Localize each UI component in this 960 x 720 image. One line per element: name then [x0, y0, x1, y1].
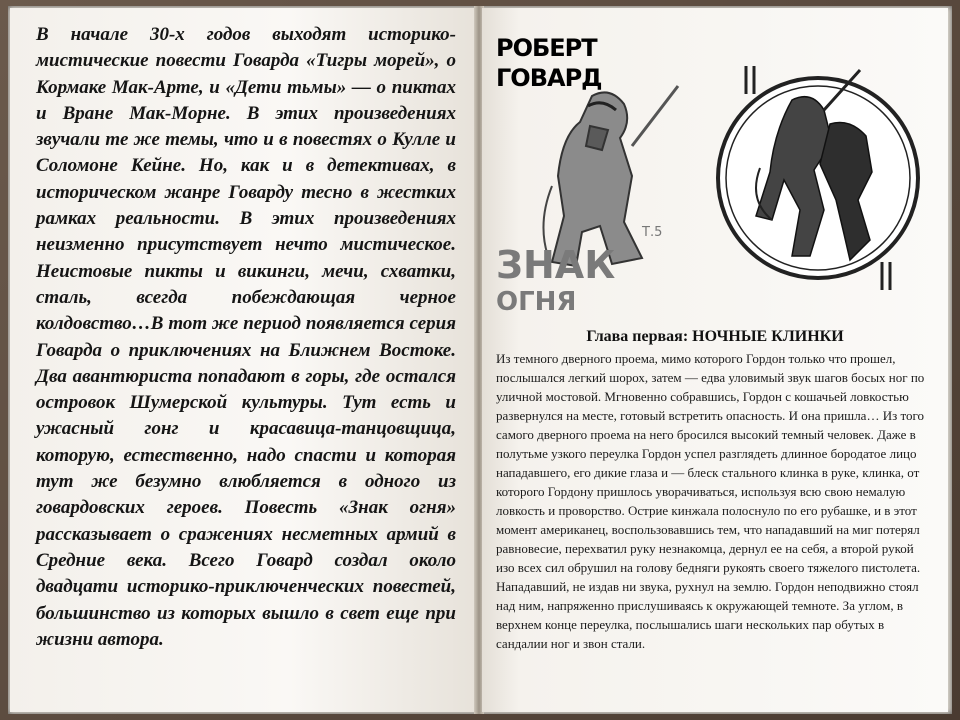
- book-cover-illustration: [492, 26, 692, 316]
- left-page: [10, 8, 476, 712]
- author-last-name: ГОВАРД: [496, 64, 602, 92]
- book-title-line1: ЗНАК: [496, 243, 616, 287]
- open-book: [8, 6, 952, 714]
- author-first-name: РОБЕРТ: [496, 34, 597, 62]
- chapter-name: НОЧНЫЕ КЛИНКИ: [692, 328, 844, 345]
- right-page-text: Из темного дверного проема, мимо которого Гордон только что прошел, послышался легкий шорох, затем — едва уловимый звук шагов босых ног по уличной мостовой. Мгновенно собравшись, Гордон с кошачьей ловкостью развернулся на месте, готовый встретить опасность. И она пришла… Из того самого дверного проема на него бросился высокий темный человек. Даже в полутьме узкого переулка Гордон успел разглядеть длинное бородатое лицо нападавшего, его дикие глаза и — блеск стального клинка в руке, клинка, от которого Гордону пришлось уворачиваться, используя всю свою немалую ловкость и проворство. Острие кинжала полоснуло по его рубашке, и в этот момент американец, воспользовавшись тем, что нападавший на миг потерял равновесие, перехватил руку незнакомца, дернул ее на себя, а второй рукой изо всех сил обрушил на голову бедняги рукоять своего тяжелого пистолета. Нападавший, не издав ни звука, рухнул на землю. Гордон неподвижно стоял над ним, напряженно прислушиваясь к окружающей темноте. За углом, в верхнем конце переулка, послышались шаги нескольких пар обутых в сандалии ног и звон стали.: [496, 351, 925, 651]
- right-page: [482, 8, 948, 712]
- volume-number: Т.5: [642, 225, 663, 240]
- left-page-text: В начале 30-х годов выходят историко-мистические повести Говарда «Тигры морей», о Кормаке Мак-Арте, и «Дети тьмы» — о пиктах и Вране Мак-Морне. В этих произведениях звучали те же темы, что и в повестях о Кулле и Соломоне Кейне. Но, как и в детективах, в историческом жанре Говарду тесно в жестких рамках реальности. В этих произведениях неизменно присутствует нечто мистическое. Неистовые пикты и викинги, мечи, схватки, сталь, всегда побеждающая черное колдовство…В тот же период появляется серия Говарда о приключениях на Ближнем Востоке. Два авантюриста попадают в горы, где остался островок Шумерской культуры. Тут есть и ужасный гонг и красавица-танцовщица, которую, естественно, надо спасти и которая тут же безумно влюбляется в одного из говардовских героев. Повесть «Знак огня» рассказывает о сражениях несметных армий в Средние века. Всего Говард создал около двадцати историко-приключенческих повестей, большинство из которых вышло в свет еще при жизни автора.: [36, 24, 456, 650]
- medallion-illustration: [700, 60, 936, 296]
- chapter-prefix: Глава первая:: [586, 328, 693, 345]
- book-title-line2: ОГНЯ: [496, 287, 577, 316]
- chapter-title: [482, 328, 948, 346]
